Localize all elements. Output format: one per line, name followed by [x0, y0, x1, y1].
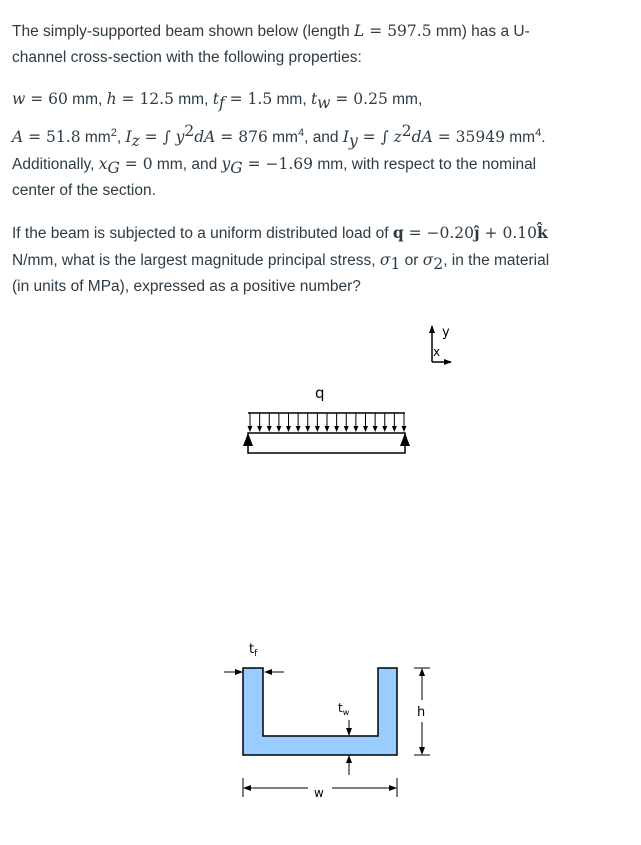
intro-text-3: channel cross-section with the following properties: [12, 49, 362, 66]
cross-section-figure [224, 642, 430, 800]
tf-value: 1.5 [247, 90, 273, 108]
load-arrow-head [373, 426, 378, 432]
question-text: If the beam is subjected to a uniform distributed load of [12, 225, 393, 242]
h-symbol: h [106, 90, 117, 108]
tw-label-sub: w [342, 708, 350, 717]
iz-integrand: y [175, 128, 185, 146]
area-symbol: A [12, 128, 24, 146]
w-label: w [314, 786, 324, 800]
unit-text: mm, [173, 91, 213, 108]
h-label: h [417, 705, 426, 720]
tw-symbol: t [310, 90, 318, 108]
load-arrow-head [276, 426, 281, 432]
tw-value: 0.25 [353, 90, 388, 108]
iy-unit-exponent: 4 [535, 126, 542, 139]
iy-unit: mm [504, 129, 536, 146]
dimensions-line: w = 60 mm, h = 12.5 mm, $t_f = 1.5$ mm, $t_w = 0.25$ mm, [12, 90, 423, 113]
load-k-component: + 0.10 [479, 224, 537, 242]
load-j-component: −0.20 [426, 224, 475, 242]
load-arrow-head [344, 426, 349, 432]
sigma2-symbol: σ [422, 251, 434, 269]
or-text: or [400, 252, 423, 269]
area-value: 51.8 [46, 128, 81, 146]
centroid-text-3: mm, with respect to the nominal [313, 156, 537, 173]
question-text-3: , in the material [443, 252, 550, 269]
load-arrow-head [392, 426, 397, 432]
load-arrows [248, 413, 407, 432]
problem-intro: The simply-supported beam shown below (length L = 597.5 mm) has a U- channel cross-section with the following properties: [12, 22, 530, 66]
and-text: , and [304, 129, 343, 146]
iz-unit-exponent: 4 [297, 126, 305, 139]
iz-value: 876 [238, 128, 268, 146]
tf-label [249, 642, 258, 659]
iy-integrand: z [393, 128, 402, 146]
load-arrow-head [382, 426, 387, 432]
load-arrow-head [286, 426, 291, 432]
xg-subscript: G [107, 159, 120, 178]
iy-symbol: I [342, 128, 349, 146]
tf-subscript: f [218, 94, 225, 113]
tw-subscript: w [317, 94, 331, 113]
intro-text: The simply-supported beam shown below (length [12, 23, 355, 40]
tf-label-main: t [249, 642, 255, 657]
xg-value: 0 [142, 155, 153, 173]
yg-subscript: G [230, 159, 243, 178]
load-arrow-head [363, 426, 368, 432]
load-label: q [315, 384, 325, 402]
load-arrow-head [334, 426, 339, 432]
load-arrow-head [257, 426, 262, 432]
j-unit-vector: ĵ [474, 223, 480, 242]
load-arrow-head [248, 426, 253, 432]
beam-body [248, 433, 405, 453]
centroid-text-2: mm, and [152, 156, 222, 173]
load-arrow-head [402, 426, 407, 432]
load-arrow-head [267, 426, 272, 432]
integral-icon: ∫ [162, 128, 171, 146]
yg-value: −1.69 [265, 155, 314, 173]
question-text-4: (in units of MPa), expressed as a positive number? [12, 278, 361, 295]
question: If the beam is subjected to a uniform distributed load of q = −0.20ĵ + 0.10k̂ N/mm, what is the largest magnitude principal stress, $\sigma_1$ or $\sigma_2$, in the material (in units of MPa), expressed as a positive number? [12, 223, 550, 295]
section-properties: A = 51.8 $mm^2$, $I_z$ = ∫ $y^2dA = 876$ $mm^4$, and $I_y$ = ∫ $z^2dA = 35949$ $mm^4$. Additionally, $x_G = 0$ mm, and $y_G = -1.69$ mm, with respect to the nominal center of the section. [12, 121, 546, 199]
length-symbol: L [354, 22, 365, 40]
x-axis-label: x [433, 345, 441, 359]
w-value: 60 [48, 90, 68, 108]
iz-symbol: I [125, 128, 132, 146]
load-arrow-head [296, 426, 301, 432]
intro-text-2: mm) has a U- [431, 23, 530, 40]
tf-symbol: t [212, 90, 219, 108]
coordinate-axes [432, 325, 451, 362]
xg-symbol: x [98, 155, 108, 173]
load-arrow-head [353, 426, 358, 432]
load-arrow-head [305, 426, 310, 432]
sigma1-symbol: σ [379, 251, 391, 269]
sigma1-subscript: 1 [390, 255, 401, 274]
length-value: 597.5 [387, 22, 432, 40]
iy-value: 35949 [455, 128, 505, 146]
question-text-2: N/mm, what is the largest magnitude principal stress, [12, 252, 380, 269]
iz-exponent: 2 [184, 121, 195, 140]
u-channel-section [243, 668, 397, 755]
k-unit-vector: k̂ [536, 223, 548, 242]
centroid-text-4: center of the section. [12, 182, 156, 199]
h-value: 12.5 [139, 90, 174, 108]
iy-differential: dA [411, 128, 433, 146]
load-arrow-head [315, 426, 320, 432]
iz-differential: dA [194, 128, 216, 146]
iz-unit: mm [267, 129, 298, 146]
area-unit-exponent: 2 [110, 126, 117, 139]
w-symbol: w [12, 90, 26, 108]
load-vector-symbol: q [392, 223, 404, 242]
tf-label-sub: f [254, 649, 258, 659]
integral-icon: ∫ [380, 128, 389, 146]
yg-symbol: y [221, 155, 231, 173]
unit-text: mm, [67, 91, 107, 108]
beam-figure [243, 384, 410, 453]
y-axis-label: y [442, 325, 450, 340]
tw-label [338, 701, 350, 717]
area-unit: mm [80, 129, 111, 146]
iy-subscript: y [348, 132, 358, 151]
sigma2-subscript: 2 [433, 255, 444, 274]
unit-text: mm, [387, 91, 423, 108]
iy-exponent: 2 [401, 121, 412, 140]
tw-label-main: t [338, 701, 343, 715]
centroid-text: Additionally, [12, 156, 99, 173]
unit-text: mm, [272, 91, 311, 108]
iz-subscript: z [131, 132, 140, 151]
load-arrow-head [325, 426, 330, 432]
